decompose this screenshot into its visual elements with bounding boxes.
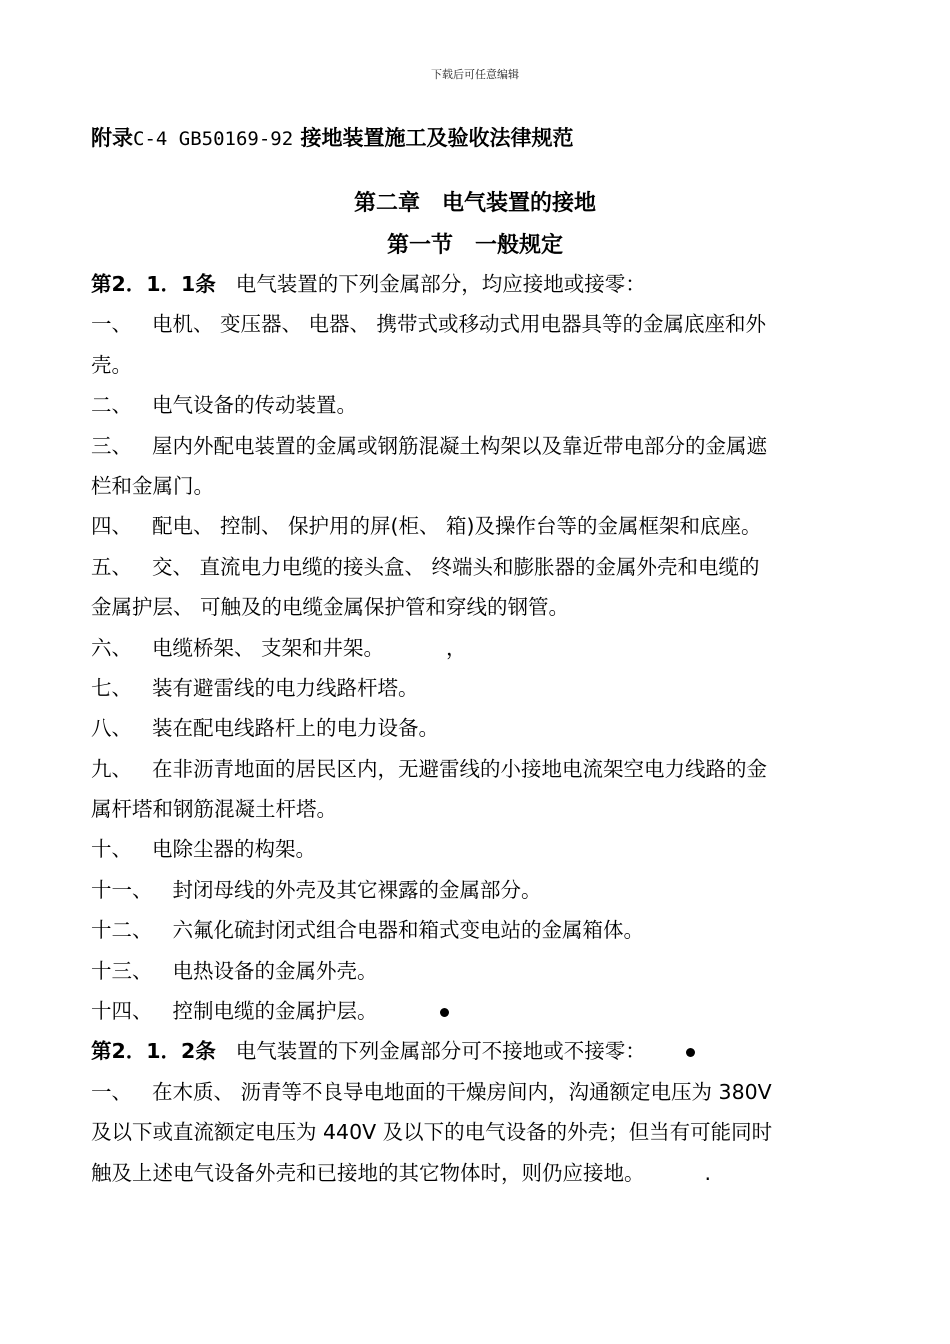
stray-mark: ， — [446, 635, 467, 660]
item-text: 配电、 控制、 保护用的屏(柜、 箱)及操作台等的金属框架和底座。 — [152, 514, 762, 539]
item-label: 八、 — [91, 716, 132, 741]
item-text: 触及上述电气设备外壳和已接地的其它物体时，则仍应接地。 — [91, 1160, 645, 1185]
item-text: 封闭母线的外壳及其它裸露的金属部分。 — [172, 877, 542, 902]
item-text: 装在配电线路杆上的电力设备。 — [152, 716, 439, 741]
clause-number: 第2．1．1条 — [91, 272, 216, 296]
document-title — [91, 122, 573, 152]
item-label: 十三、 — [91, 958, 153, 983]
list-item — [91, 829, 861, 869]
list-item — [91, 910, 861, 950]
item-label: 十四、 — [91, 999, 153, 1024]
list-item-continuation — [91, 466, 861, 506]
item-label: 十二、 — [91, 918, 153, 943]
item-label: 二、 — [91, 393, 132, 418]
title-prefix: 附录 — [91, 126, 133, 150]
item-label: 五、 — [91, 554, 132, 579]
list-item — [91, 547, 861, 587]
list-item — [91, 628, 861, 668]
item-text: 电热设备的金属外壳。 — [172, 958, 378, 983]
section-heading: 第一节 一般规定 — [386, 233, 563, 258]
list-item — [91, 506, 861, 546]
item-label: 四、 — [91, 514, 132, 539]
clause-number: 第2．1．2条 — [91, 1039, 216, 1064]
list-item — [91, 749, 861, 789]
clause-heading — [91, 1031, 861, 1071]
item-text: 电气设备的传动装置。 — [152, 393, 357, 418]
list-item — [91, 426, 861, 466]
list-item-continuation — [91, 789, 861, 829]
item-text: 电除尘器的构架。 — [152, 837, 316, 862]
item-text: 控制电缆的金属护层。 — [172, 999, 378, 1024]
item-text: 在非沥青地面的居民区内，无避雷线的小接地电流架空电力线路的金 — [152, 756, 767, 781]
item-text: 属杆塔和钢筋混凝土杆塔。 — [91, 797, 337, 822]
item-text: 屋内外配电装置的金属或钢筋混凝土构架以及靠近带电部分的金属遮 — [152, 433, 767, 458]
list-item — [91, 951, 861, 991]
document-body — [91, 264, 861, 1193]
list-item — [91, 1072, 861, 1112]
list-item — [91, 304, 861, 344]
item-label: 九、 — [91, 756, 132, 781]
header-note: 下载后可任意编辑 — [431, 68, 519, 81]
title-code: C-4 GB50169-92 — [133, 128, 294, 150]
title-name: 接地装置施工及验收法律规范 — [300, 126, 574, 150]
item-text: 电机、 变压器、 电器、 携带式或移动式用电器具等的金属底座和外 — [152, 312, 767, 337]
list-item-continuation — [91, 1112, 861, 1152]
clause-text: 电气装置的下列金属部分，均应接地或接零： — [235, 272, 646, 296]
item-label: 一、 — [91, 312, 132, 337]
item-label: 七、 — [91, 675, 132, 700]
clause-heading — [91, 264, 861, 304]
list-item-continuation — [91, 1153, 861, 1193]
list-item — [91, 870, 861, 910]
item-label: 六、 — [91, 635, 132, 660]
item-text: 栏和金属门。 — [91, 473, 214, 498]
item-label: 十、 — [91, 837, 132, 862]
list-item — [91, 708, 861, 748]
item-text: 装有避雷线的电力线路杆塔。 — [152, 675, 419, 700]
list-item-continuation — [91, 345, 861, 385]
item-text: 交、 直流电力电缆的接头盒、 终端头和膨胀器的金属外壳和电缆的 — [152, 554, 760, 579]
item-label: 三、 — [91, 433, 132, 458]
item-text: 及以下或直流额定电压为 440V 及以下的电气设备的外壳；但当有可能同时 — [91, 1120, 773, 1145]
list-item — [91, 385, 861, 425]
list-item — [91, 668, 861, 708]
list-item — [91, 991, 861, 1031]
item-text: 在木质、 沥青等不良导电地面的干燥房间内，沟通额定电压为 380V — [152, 1079, 772, 1104]
bullet-dot-icon — [440, 1008, 449, 1017]
bullet-dot-icon — [686, 1048, 695, 1057]
item-text: 电缆桥架、 支架和井架。 — [152, 635, 385, 660]
chapter-heading: 第二章 电气装置的接地 — [353, 191, 596, 216]
item-text: 壳。 — [91, 352, 132, 377]
list-item-continuation — [91, 587, 861, 627]
item-label: 一、 — [91, 1079, 132, 1104]
stray-mark: . — [704, 1160, 712, 1185]
item-text: 金属护层、 可触及的电缆金属保护管和穿线的钢管。 — [91, 595, 570, 620]
item-text: 六氟化硫封闭式组合电器和箱式变电站的金属箱体。 — [172, 918, 644, 943]
item-label: 十一、 — [91, 877, 153, 902]
clause-text: 电气装置的下列金属部分可不接地或不接零： — [235, 1039, 646, 1064]
